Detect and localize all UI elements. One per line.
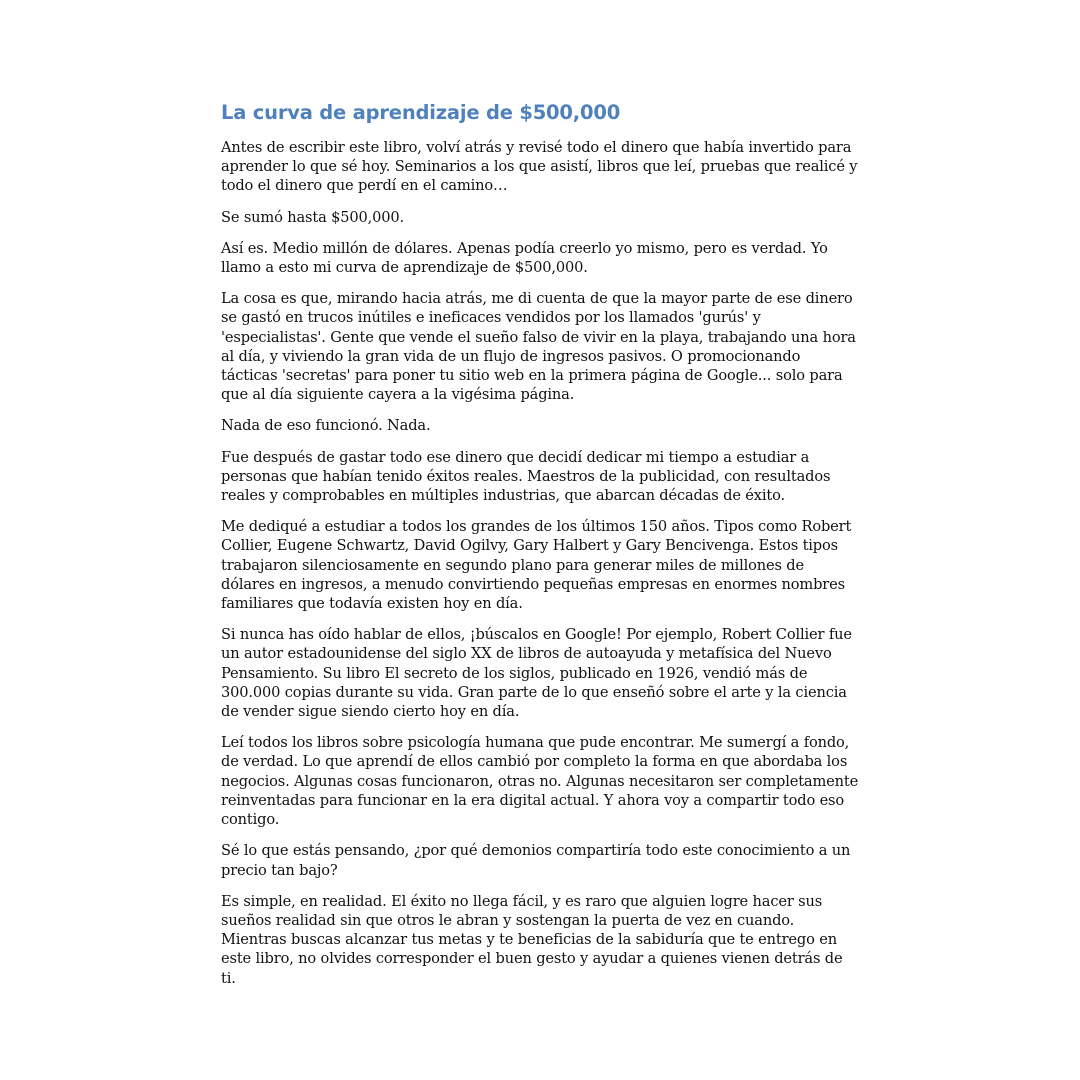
paragraph: Leí todos los libros sobre psicología humana que pude encontrar. Me sumergí a fondo, de verdad. Lo que aprendí de ellos cambió por completo la forma en que abordaba los negocios. Algunas cosas funcionaron, otras no. Algunas necesitaron ser completamente reinventadas para funcionar en la era digital actual. Y ahora voy a compartir todo eso contigo. [221, 734, 859, 829]
paragraph: Sé lo que estás pensando, ¿por qué demonios compartiría todo este conocimiento a un precio tan bajo? [221, 842, 851, 879]
paragraph: Me dediqué a estudiar a todos los grandes de los últimos 150 años. Tipos como Robert Collier, Eugene Schwartz, David Ogilvy, Gary Halbert y Gary Bencivenga. Estos tipos trabajaron silenciosamente en segundo plano para generar miles de millones de dólares en ingresos, a menudo convirtiendo pequeñas empresas en enormes nombres familiares que todavía existen hoy en día. [221, 518, 852, 613]
paragraph: Es simple, en realidad. El éxito no llega fácil, y es raro que alguien logre hacer sus sueños realidad sin que otros le abran y sostengan la puerta de vez en cuando. Mientras buscas alcanzar tus metas y te beneficias de la sabiduría que te entrego en este libro, no olvides corresponder el buen gesto y ayudar a quienes vienen detrás de ti. [221, 892, 843, 987]
paragraph: Antes de escribir este libro, volví atrás y revisé todo el dinero que había invertido para aprender lo que sé hoy. Seminarios a los que asistí, libros que leí, pruebas que realicé y todo el dinero que perdí en el camino… [221, 139, 858, 195]
document-title: La curva de aprendizaje de $500,000 [221, 101, 621, 124]
document-page [221, 100, 861, 1000]
paragraph: Se sumó hasta $500,000. [221, 208, 405, 226]
paragraph: Nada de eso funcionó. Nada. [221, 417, 431, 435]
paragraph: Si nunca has oído hablar de ellos, ¡búscalos en Google! Por ejemplo, Robert Collier fue un autor estadounidense del siglo XX de libros de autoayuda y metafísica del Nuevo Pensamiento. Su libro El secreto de los siglos, publicado en 1926, vendió más de 300.000 copias durante su vida. Gran parte de lo que enseñó sobre el arte y la ciencia de vender sigue siendo cierto hoy en día. [221, 626, 852, 721]
paragraph: La cosa es que, mirando hacia atrás, me di cuenta de que la mayor parte de ese dinero se gastó en trucos inútiles e ineficaces vendidos por los llamados 'gurús' y 'especialistas'. Gente que vende el sueño falso de vivir en la playa, trabajando una hora al día, y viviendo la gran vida de un flujo de ingresos pasivos. O promocionando tácticas 'secretas' para poner tu sitio web en la primera página de Google... solo para que al día siguiente cayera a la vigésima página. [221, 290, 856, 404]
paragraph: Fue después de gastar todo ese dinero que decidí dedicar mi tiempo a estudiar a personas que habían tenido éxitos reales. Maestros de la publicidad, con resultados reales y comprobables en múltiples industrias, que abarcan décadas de éxito. [221, 448, 831, 505]
paragraph: Así es. Medio millón de dólares. Apenas podía creerlo yo mismo, pero es verdad. Yo llamo a esto mi curva de aprendizaje de $500,000. [221, 239, 828, 277]
